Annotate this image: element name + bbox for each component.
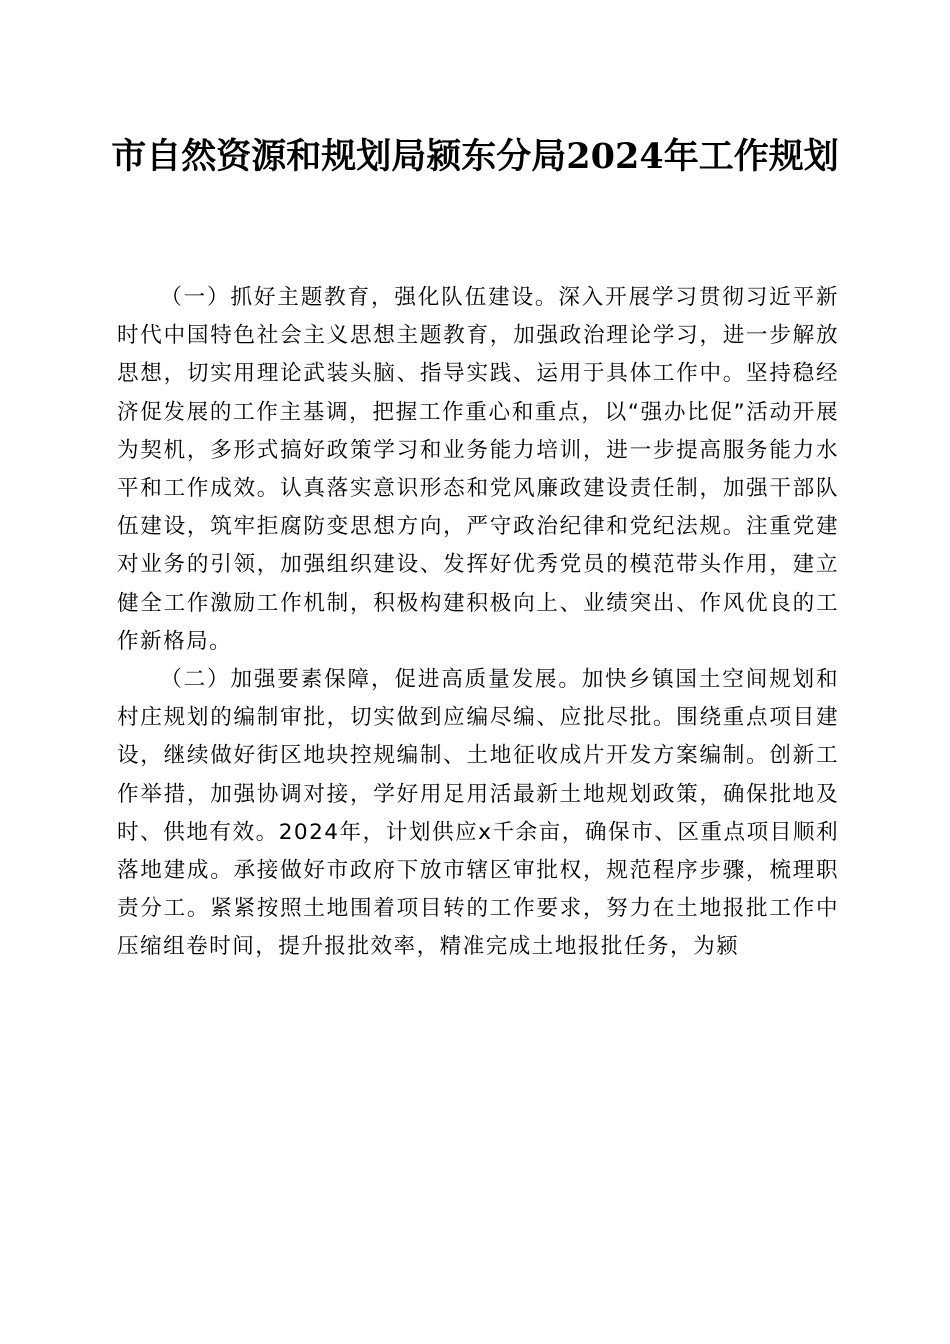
paragraph-1-heading: （一）抓好主题教育，强化队伍建设。: [160, 285, 559, 310]
paragraph-2: [117, 661, 839, 967]
document-body: [117, 279, 839, 967]
paragraph-1: [117, 279, 839, 661]
paragraph-2-heading: （二）加强要素保障，促进高质量发展。: [160, 667, 582, 693]
paragraph-2-text: 加快乡镇国土空间规划和村庄规划的编制审批，切实做到应编尽编、应批尽批。围绕重点项目建设，继续做好街区地块控规编制、土地征收成片开发方案编制。创新工作举措，加强协调对接，学好用足用活最新土地规划政策，确保批地及时、供地有效。2024年，计划供应x千余亩，确保市、区重点项目顺利落地建成。承接做好市政府下放市辖区审批权，规范程序步骤，梳理职责分工。紧紧按照土地围着项目转的工作要求，努力在土地报批工作中压缩组卷时间，提升报批效率，精准完成土地报批任务，为颍: [117, 667, 839, 960]
paragraph-1-text: 深入开展学习贯彻习近平新时代中国特色社会主义思想主题教育，加强政治理论学习，进一步解放思想，切实用理论武装头脑、指导实践、运用于具体工作中。坚持稳经济促发展的工作主基调，把握工作重心和重点，以“强办比促”活动开展为契机，多形式搞好政策学习和业务能力培训，进一步提高服务能力水平和工作成效。认真落实意识形态和党风廉政建设责任制，加强干部队伍建设，筑牢拒腐防变思想方向，严守政治纪律和党纪法规。注重党建对业务的引领，加强组织建设、发挥好优秀党员的模范带头作用，建立健全工作激励工作机制，积极构建积极向上、业绩突出、作风优良的工作新格局。: [117, 285, 839, 654]
document-title: 市自然资源和规划局颍东分局2024年工作规划: [111, 136, 839, 177]
